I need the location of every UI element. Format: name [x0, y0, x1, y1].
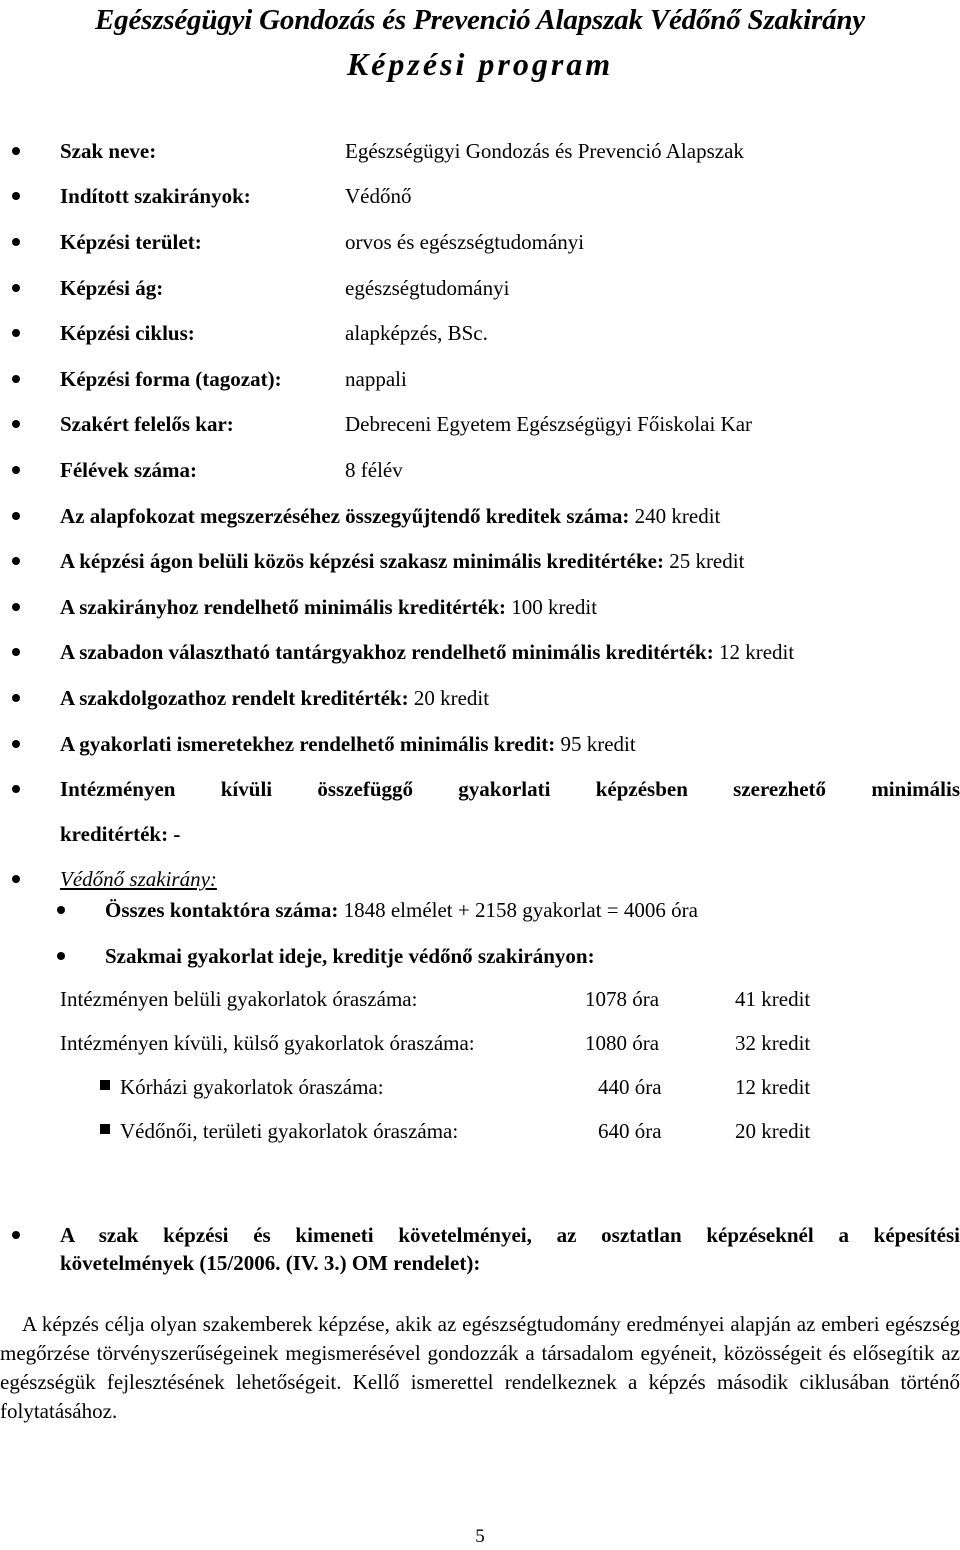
- info-value: 8 félév: [345, 458, 403, 482]
- bullet-icon: [12, 375, 20, 383]
- info-label: Szak neve:: [60, 139, 157, 163]
- info-label: Képzési ciklus:: [60, 321, 195, 345]
- bullet-icon: [12, 284, 20, 292]
- credit-value: 95 kredit: [560, 732, 636, 756]
- practice-hours: 1078 óra: [585, 987, 660, 1011]
- practice-heading: Szakmai gyakorlat ideje, kreditje védőnő szakirányon:: [105, 944, 595, 968]
- info-label: Képzési forma (tagozat):: [60, 367, 282, 391]
- bullet-icon: [12, 557, 20, 565]
- info-label: Szakért felelős kar:: [60, 412, 234, 436]
- info-value: Védőnő: [345, 184, 412, 208]
- bullet-icon: [12, 512, 20, 520]
- bullet-icon: [12, 192, 20, 200]
- credit-label: A szakirányhoz rendelhető minimális kreditérték:: [60, 595, 507, 619]
- info-value: Debreceni Egyetem Egészségügyi Főiskolai Kar: [345, 412, 753, 436]
- practice-sub-credits: 12 kredit: [735, 1075, 811, 1099]
- bullet-icon: [12, 740, 20, 748]
- requirements-line2: követelmények (15/2006. (IV. 3.) OM rendelet):: [60, 1251, 481, 1275]
- document-subtitle: Képzési program: [346, 46, 614, 82]
- practice-label: Intézményen kívüli, külső gyakorlatok óraszáma:: [60, 1031, 475, 1055]
- page-number: 5: [475, 1526, 485, 1547]
- specialization-heading: Védőnő szakirány:: [60, 867, 217, 891]
- info-value: orvos és egészségtudományi: [345, 230, 585, 254]
- credit-value: 25 kredit: [669, 549, 745, 573]
- practice-hours: 1080 óra: [585, 1031, 660, 1055]
- bullet-icon: [12, 466, 20, 474]
- practice-sub-label: Kórházi gyakorlatok óraszáma:: [120, 1075, 384, 1099]
- bullet-icon: [12, 648, 20, 656]
- bullet-icon: [57, 906, 65, 914]
- info-value: alapképzés, BSc.: [345, 321, 488, 345]
- practice-sub-credits: 20 kredit: [735, 1119, 811, 1143]
- bullet-icon: [57, 952, 65, 960]
- credit-value: 240 kredit: [634, 504, 721, 528]
- bullet-icon: [12, 238, 20, 246]
- info-label: Félévek száma:: [60, 458, 198, 482]
- info-value: egészségtudományi: [345, 276, 510, 300]
- requirements-line1: A szak képzési és kimeneti követelményei, az osztatlan képzéseknél a képesítési: [60, 1223, 960, 1247]
- credit-value: 100 kredit: [511, 595, 598, 619]
- bullet-icon: [12, 1231, 20, 1239]
- external-practice-line1: Intézményen kívüli összefüggő gyakorlati képzésben szerezhető minimális: [60, 777, 960, 801]
- info-label: Indított szakirányok:: [60, 184, 251, 208]
- square-bullet-icon: [100, 1080, 110, 1090]
- practice-credits: 41 kredit: [735, 987, 811, 1011]
- external-practice-line2: kreditérték: -: [60, 822, 181, 846]
- credit-value: 12 kredit: [718, 640, 795, 664]
- square-bullet-icon: [100, 1124, 110, 1134]
- bullet-icon: [12, 420, 20, 428]
- info-label: Képzési terület:: [60, 230, 202, 254]
- info-label: Képzési ág:: [60, 276, 164, 300]
- credit-value: 20 kredit: [413, 686, 490, 710]
- contact-hours-label: Összes kontaktóra száma:: [105, 898, 339, 922]
- credit-label: A szakdolgozathoz rendelt kreditérték:: [60, 686, 409, 710]
- objective-paragraph: A képzés célja olyan szakemberek képzése, akik az egészségtudomány eredményei alapján az emberi egészség megőrzése törvényszerűségeinek megismerésével gondozzák a társadalom egyéneit, közösségeit és elősegítik az egészségük fejlesztésének lehetőségeit. Kellő ismerettel rendelkeznek a képzés második ciklusában történő folytatásához.: [0, 1312, 960, 1423]
- bullet-icon: [12, 694, 20, 702]
- bullet-icon: [12, 785, 20, 793]
- bullet-icon: [12, 875, 20, 883]
- info-value: Egészségügyi Gondozás és Prevenció Alapszak: [345, 139, 744, 163]
- bullet-icon: [12, 147, 20, 155]
- document-title: Egészségügyi Gondozás és Prevenció Alapszak Védőnő Szakirány: [95, 4, 865, 36]
- credit-label: Az alapfokozat megszerzéséhez összegyűjtendő kreditek száma:: [60, 504, 630, 528]
- practice-sub-label: Védőnői, területi gyakorlatok óraszáma:: [120, 1119, 459, 1143]
- credit-label: A képzési ágon belüli közös képzési szakasz minimális kreditértéke:: [60, 549, 664, 573]
- practice-label: Intézményen belüli gyakorlatok óraszáma:: [60, 987, 418, 1011]
- practice-sub-hours: 440 óra: [598, 1075, 662, 1099]
- practice-credits: 32 kredit: [735, 1031, 811, 1055]
- info-value: nappali: [345, 367, 407, 391]
- contact-hours-value: 1848 elmélet + 2158 gyakorlat = 4006 óra: [343, 898, 698, 922]
- credit-label: A gyakorlati ismeretekhez rendelhető minimális kredit:: [60, 732, 556, 756]
- credit-label: A szabadon választható tantárgyakhoz rendelhető minimális kreditérték:: [60, 640, 714, 664]
- bullet-icon: [12, 603, 20, 611]
- practice-sub-hours: 640 óra: [598, 1119, 662, 1143]
- bullet-icon: [12, 329, 20, 337]
